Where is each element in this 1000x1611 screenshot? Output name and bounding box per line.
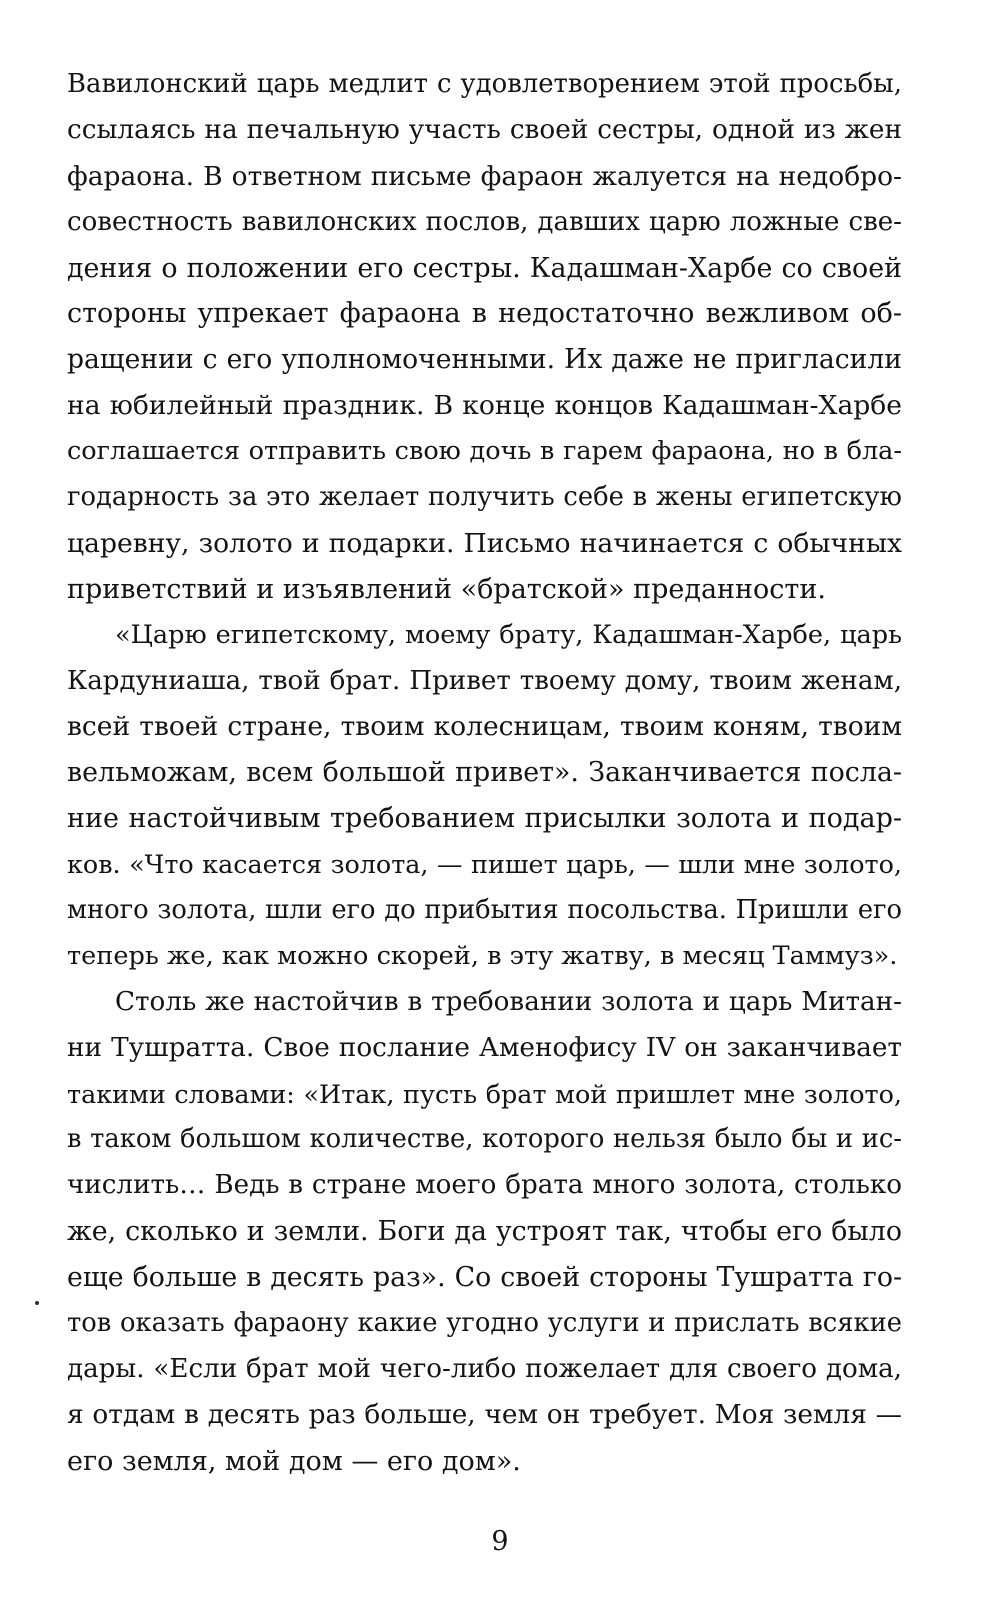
text-line: я отдам в десять раз больше, чем он требует. Моя земля — (67, 1399, 902, 1430)
text-line: ссылаясь на печальную участь своей сестры, одной из жен (67, 114, 902, 145)
text-line: царевну, золото и подарки. Письмо начинается с обычных (67, 527, 902, 559)
paragraph (67, 62, 902, 613)
text-line: же, сколько и земли. Боги да устроят так, чтобы его было (67, 1216, 902, 1248)
text-line: совестность вавилонских послов, давших царю ложные све- (67, 206, 902, 237)
text-line: вельможам, всем большой привет». Заканчивается посла- (67, 757, 902, 789)
text-line: Кардуниаша, твой брат. Привет твоему дому, твоим женам, (67, 665, 902, 696)
text-line: приветствий и изъявлений «братской» преданности. (67, 573, 826, 605)
text-line: еще больше в десять раз». Со своей стороны Тушратта го- (67, 1262, 902, 1294)
paragraph (67, 613, 902, 980)
body-text (67, 62, 902, 1485)
print-speck (35, 1301, 39, 1305)
text-line: теперь же, как можно скорей, в эту жатву, в месяц Таммуз». (67, 940, 898, 971)
text-line: дары. «Если брат мой чего-либо пожелает для своего дома, (67, 1353, 902, 1384)
text-line: много золота, шли его до прибытия посольства. Пришли его (67, 895, 902, 926)
text-line: на юбилейный праздник. В конце концов Кадашман-Харбе (67, 390, 902, 422)
text-line: Вавилонский царь медлит с удовлетворением этой просьбы, (67, 69, 902, 99)
text-line: стороны упрекает фараона в недостаточно вежливом об- (67, 298, 902, 330)
text-line: такими словами: «Итак, пусть брат мой пришлет мне золото, (67, 1078, 902, 1109)
text-line: «Царю египетскому, моему брату, Кадашман-Харбе, царь (115, 619, 902, 650)
text-line: его земля, мой дом — его дом». (67, 1445, 521, 1477)
text-line: всей твоей стране, твоим колесницам, твоим коням, твоим (67, 711, 902, 743)
text-line: фараона. В ответном письме фараон жалуется на недобро- (67, 160, 902, 192)
paragraph (67, 980, 902, 1485)
text-line: в таком большом количестве, которого нельзя было бы и ис- (67, 1124, 902, 1155)
text-line: дения о положении его сестры. Кадашман-Харбе со своей (67, 252, 902, 284)
text-line: числить… Ведь в стране моего брата много золота, столько (67, 1170, 902, 1201)
text-line: тов оказать фараону какие угодно услуги и прислать всякие (67, 1308, 902, 1339)
text-line: годарность за это желает получить себе в жены египетскую (67, 482, 902, 513)
text-line: ращении с его уполномоченными. Их даже не пригласили (67, 344, 902, 376)
text-line: ние настойчивым требованием присылки золота и подар- (67, 803, 902, 835)
text-line: соглашается отправить свою дочь в гарем фараона, но в бла- (67, 436, 902, 467)
page-number: 9 (491, 1526, 509, 1557)
text-line: Столь же настойчив в требовании золота и царь Митан- (115, 986, 902, 1017)
text-line: ков. «Что касается золота, — пишет царь, — шли мне золото, (67, 849, 902, 880)
text-line: ни Тушратта. Свое послание Аменофису IV он заканчивает (67, 1032, 902, 1063)
